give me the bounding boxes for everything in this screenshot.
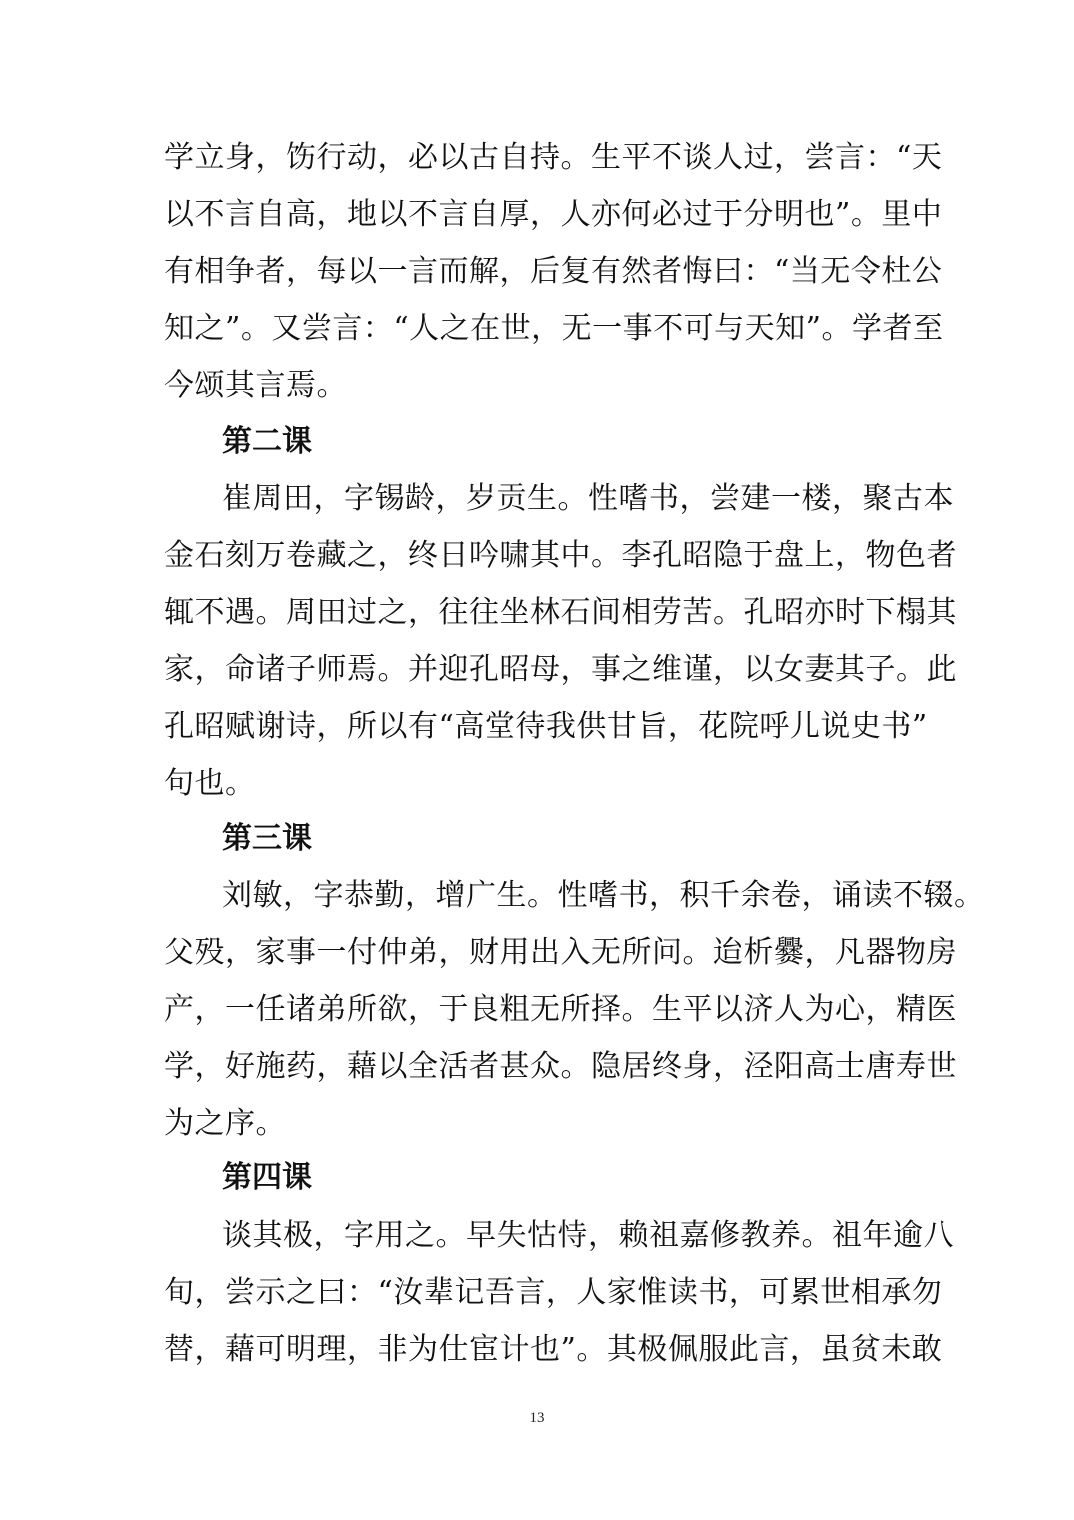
lesson-heading: 第二课 <box>222 424 312 459</box>
paragraph-line: 知之”。又尝言：“人之在世，无一事不可与天知”。学者至 <box>164 311 944 346</box>
paragraph-line: 替，藉可明理，非为仕宦计也”。其极佩服此言，虽贫未敢 <box>164 1332 943 1367</box>
paragraph-line: 旬，尝示之曰：“汝辈记吾言，人家惟读书，可累世相承勿 <box>164 1275 943 1310</box>
paragraph-line: 产，一任诸弟所欲，于良粗无所择。生平以济人为心，精医 <box>164 992 957 1027</box>
lesson-heading: 第四课 <box>222 1160 312 1195</box>
lesson-heading: 第三课 <box>222 821 312 856</box>
paragraph-line: 学立身，饬行动，必以古自持。生平不谈人过，尝言：“天 <box>164 140 943 175</box>
paragraph-line: 家，命诸子师焉。并迎孔昭母，事之维谨，以女妻其子。此 <box>164 652 957 687</box>
page-number: 13 <box>529 1410 545 1426</box>
paragraph-line: 孔昭赋谢诗，所以有“高堂待我供甘旨，花院呼儿说史书” <box>164 709 928 744</box>
paragraph-line: 父殁，家事一付仲弟，财用出入无所问。迨析爨，凡器物房 <box>164 935 957 970</box>
paragraph-line: 句也。 <box>164 766 256 801</box>
paragraph-line: 刘敏，字恭勤，增广生。性嗜书，积千余卷，诵读不辍。 <box>222 878 985 913</box>
paragraph-line: 今颂其言焉。 <box>164 368 347 403</box>
paragraph-line: 学，好施药，藉以全活者甚众。隐居终身，泾阳高士唐寿世 <box>164 1049 957 1084</box>
paragraph-line: 谈其极，字用之。早失怙恃，赖祖嘉修教养。祖年逾八 <box>222 1218 954 1253</box>
paragraph-line: 有相争者，每以一言而解，后复有然者悔曰：“当无令杜公 <box>164 254 943 289</box>
paragraph-line: 以不言自高，地以不言自厚，人亦何必过于分明也”。里中 <box>164 197 943 232</box>
paragraph-line: 金石刻万卷藏之，终日吟啸其中。李孔昭隐于盘上，物色者 <box>164 538 957 573</box>
paragraph-line: 为之序。 <box>164 1106 286 1141</box>
paragraph-line: 崔周田，字锡龄，岁贡生。性嗜书，尝建一楼，聚古本 <box>222 481 954 516</box>
paragraph-line: 辄不遇。周田过之，往往坐林石间相劳苦。孔昭亦时下榻其 <box>164 595 957 630</box>
